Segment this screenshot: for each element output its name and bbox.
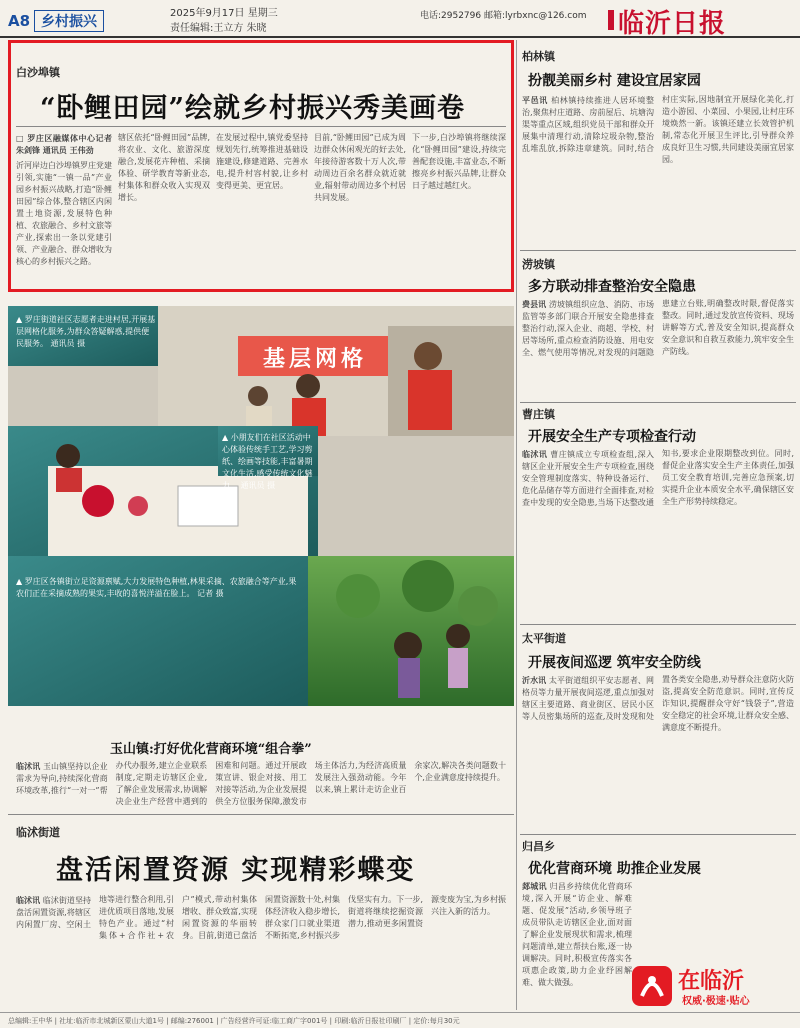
contact-line: 电话:2952796 邮箱:lyrbxnc@126.com [420,11,587,21]
lead-kicker: 白沙埠镇 [16,66,60,79]
lead-body-4: 目前,“卧鲤田园”已成为周边群众休闲观光的好去处,年接待游客数十万人次,带动周边百余名群众就近就业,辐射带动周边多个村居共同发展。 [314,133,406,202]
right-text-1: 柏林镇持续推进人居环境整治,聚焦村庄道路、房前屋后、坑塘沟渠等重点区域,组织党员干部和群众开展集中清理行动,清除垃圾杂物,整治乱堆乱放,拆除违章建筑。同时,结合村庄实际,因地制宜开展绿化美化,打造小游园、小菜园、小果园,让村庄环境焕然一新。该镇还建立长效管护机制,常态化开展卫生评比,引导群众养成良好卫生习惯,共同建设美丽宜居家园。 [522,95,794,164]
yushan-body [16,760,506,810]
right-byline-2: 费县讯 [522,299,547,309]
lead-body-5: 下一步,白沙埠镇将继续深化“卧鲤田园”建设,持续完善配套设施,丰富业态,不断擦亮乡村振兴品牌,让群众日子越过越红火。 [412,133,506,190]
photo-collage [8,306,514,706]
linshu-kicker: 临沭街道 [16,826,60,839]
lead-body-1: 沂河岸边白沙埠镇罗庄党建引领,实施“一镇一品”产业园乡村振兴战略,打造“卧鲤田园”综合体,整合辖区内闲置土地资源,发展特色种植、农旅融合、乡村文旅等产业,探索出一条以党建引领、产业融合、群众增收为核心的乡村振兴之路。 [16,161,112,266]
divider [520,250,796,251]
page-number: A8 乡村振兴 [8,10,104,32]
right-body-5 [522,880,632,1008]
right-kicker-3: 曹庄镇 [522,408,555,421]
linshu-title: 盘活闲置资源 实现精彩蝶变 [56,855,416,886]
masthead-mark [608,10,614,30]
right-body-1 [522,94,794,244]
page-footer: 总编辑:王中华 | 社址:临沂市北城新区蒙山大道1号 | 邮编:276001 | 广告经营许可证:临工商广字001号 | 印刷:临沂日报社印刷厂 | 定价:每月30元 [0,1012,800,1028]
right-text-4: 太平街道组织平安志愿者、网格员等力量开展夜间巡逻,重点加强对辖区主要道路、商业街区、居民小区等人员密集场所的巡查,及时发现和处置各类安全隐患,劝导群众注意防火防盗,提高安全防范意识。同时,宣传反诈知识,提醒群众守好“钱袋子”,营造安全稳定的社会环境,让群众安全感、满意度不断提升。 [522,675,794,732]
lead-body-3: 在发展过程中,镇党委坚持规划先行,统筹推进基础设施建设,修建道路、完善水电,提升村容村貌,让乡村变得更美、更宜居。 [216,133,308,190]
banner-text: 基层网格 [263,347,368,372]
right-title-2: 多方联动排查整治安全隐患 [528,279,696,295]
linshu-body [16,894,506,1006]
yushan-title: 玉山镇:打好优化营商环境“组合拳” [110,742,312,757]
right-byline-5: 郯城讯 [522,881,547,891]
right-body-2 [522,298,794,398]
masthead: 临沂日报 [618,9,727,39]
right-byline-1: 平邑讯 [522,95,548,105]
divider [520,834,796,835]
yushan-byline: 临沭讯 [16,761,41,771]
lead-body-2: 辖区依托“卧鲤田园”品牌,将农业、文化、旅游深度融合,发展花卉种植、采摘体验、研学教育等新业态,村集体和群众收入实现双增长。 [118,133,210,202]
right-title-1: 扮靓美丽乡村 建设宜居家园 [528,73,701,89]
photo-caption-2: ▲ 小朋友们在社区活动中心体验传统手工艺,学习剪纸、绘画等技能,丰富暑期文化生活,感受传统文化魅力。 通讯员 摄 [222,433,313,490]
editor-line: 责任编辑:王立方 朱晓 [170,23,267,34]
page-header [0,0,800,38]
right-title-4: 开展夜间巡逻 筑牢安全防线 [528,655,701,671]
right-text-3: 曹庄镇成立专项检查组,深入辖区企业开展安全生产专项检查,围绕安全管理制度落实、特种设备运行、危化品储存等方面进行全面排查,对检查中发现的安全隐患,当场下达整改通知书,要求企业限期整改到位。同时,督促企业落实安全生产主体责任,加强员工安全教育培训,完善应急预案,切实提升企业本质安全水平,确保辖区安全生产形势持续稳定。 [522,449,794,507]
brand-logo-icon [632,966,672,1006]
issue-date: 2025年9月17日 星期三 [170,8,278,19]
divider [8,814,514,815]
photo-caption-3: ▲ 罗庄区各镇街立足资源禀赋,大力发展特色种植,林果采摘、农旅融合等产业,果农们正在采摘成熟的果实,丰收的喜悦洋溢在脸上。 记者 摄 [16,577,297,598]
right-title-3: 开展安全生产专项检查行动 [528,429,696,445]
right-byline-3: 临沭讯 [522,449,548,459]
lead-byline: □ 罗庄区融媒体中心记者 朱剑锋 通讯员 王伟劲 [16,133,112,155]
divider [520,624,796,625]
divider [520,402,796,403]
linshu-text: 临沭街道坚持盘活闲置资源,将辖区内闲置厂房、空闲土地等进行整合利用,引进优质项目落地,发展特色产业。通过“村集体+合作社+农户”模式,带动村集体增收、群众致富,实现闲置资源的华丽转身。目前,街道已盘活闲置资源数十处,村集体经济收入稳步增长,群众家门口就业渠道不断拓宽,乡村振兴步伐坚实有力。下一步,街道将继续挖掘资源潜力,推动更多闲置资源变废为宝,为乡村振兴注入新的活力。 [16,895,506,940]
brand-slogan: 权威·极速·贴心 [682,996,750,1007]
brand-logo-art [632,966,672,1006]
right-kicker-5: 归昌乡 [522,840,555,853]
divider [16,126,506,127]
linshu-byline: 临沭讯 [16,895,41,905]
yushan-text: 玉山镇坚持以企业需求为导向,持续深化营商环境改革,推行“一对一”帮办代办服务,建立企业联系制度,定期走访辖区企业,了解企业发展需求,协调解决企业生产经营中遇到的困难和问题。通过开展政策宣讲、银企对接、用工对接等活动,为企业发展提供全方位服务保障,激发市场主体活力,为经济高质量发展注入强劲动能。今年以来,镇上累计走访企业百余家次,解决各类问题数十个,企业满意度持续提升。 [16,761,506,806]
right-body-4 [522,674,794,834]
right-text-2: 涝坡镇组织应急、消防、市场监管等多部门联合开展安全隐患排查整治行动,深入企业、商超、学校、村居等场所,重点检查消防设施、用电安全、燃气使用等情况,对发现的问题隐患建立台账,明确整改时限,督促落实整改。同时,通过发放宣传资料、现场讲解等方式,普及安全知识,提高群众安全意识和自救互救能力,筑牢安全生产防线。 [522,299,794,357]
photo-caption-1: ▲ 罗庄街道社区志愿者走进村居,开展基层网格化服务,为群众答疑解惑,提供便民服务。 通讯员 摄 [16,315,156,348]
right-title-5: 优化营商环境 助推企业发展 [528,861,701,877]
right-body-3 [522,448,794,620]
right-text-5: 归昌乡持续优化营商环境,深入开展“访企业、解难题、促发展”活动,乡领导班子成员带队走访辖区企业,面对面了解企业发展现状和需求,梳理问题清单,建立帮扶台账,逐一协调解决。同时,积极宣传落实各项惠企政策,助力企业纾困解难、做大做强。 [522,882,632,987]
brand-name: 在临沂 [678,969,745,994]
brand-badge [630,964,800,1008]
right-kicker-1: 柏林镇 [522,50,555,63]
column-divider [516,40,517,1010]
header-meta [170,6,278,36]
section-label: 乡村振兴 [34,10,104,32]
right-kicker-2: 涝坡镇 [522,258,555,271]
right-byline-4: 沂水讯 [522,675,547,685]
right-kicker-4: 太平街道 [522,632,566,645]
lead-title: “卧鲤田园”绘就乡村振兴秀美画卷 [40,93,466,124]
